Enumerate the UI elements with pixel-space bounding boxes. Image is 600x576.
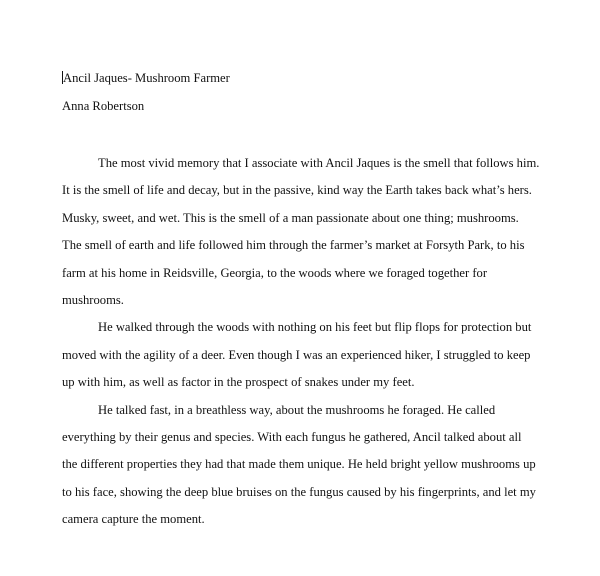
document-title-line <box>62 70 230 86</box>
paragraph-3: He talked fast, in a breathless way, about the mushrooms he foraged. He called everything by their genus and species. With each fungus he gathered, Ancil talked about all the different properties they had that made them unique. He held bright yellow mushrooms up to his face, showing the deep blue bruises on the fungus caused by his fingerprints, and let my camera capture the moment. <box>62 402 536 527</box>
document-author: Anna Robertson <box>62 99 145 113</box>
paragraph-2: He walked through the woods with nothing on his feet but flip flops for protection but moved with the agility of a deer. Even though I was an experienced hiker, I struggled to keep up with him, as well as factor in the prospect of snakes under my feet. <box>62 320 532 390</box>
document-body[interactable] <box>62 150 540 534</box>
paragraph-1: The most vivid memory that I associate with Ancil Jaques is the smell that follows him. It is the smell of life and decay, but in the passive, kind way the Earth takes back what’s hers. Musky, sweet, and wet. This is the smell of a man passionate about one thing; mushrooms. The smell of earth and life followed him through the farmer’s market at Forsyth Park, to his farm at his home in Reidsville, Georgia, to the woods where we foraged together for mushrooms. <box>62 156 540 308</box>
document-title: Ancil Jaques- Mushroom Farmer <box>63 71 230 85</box>
